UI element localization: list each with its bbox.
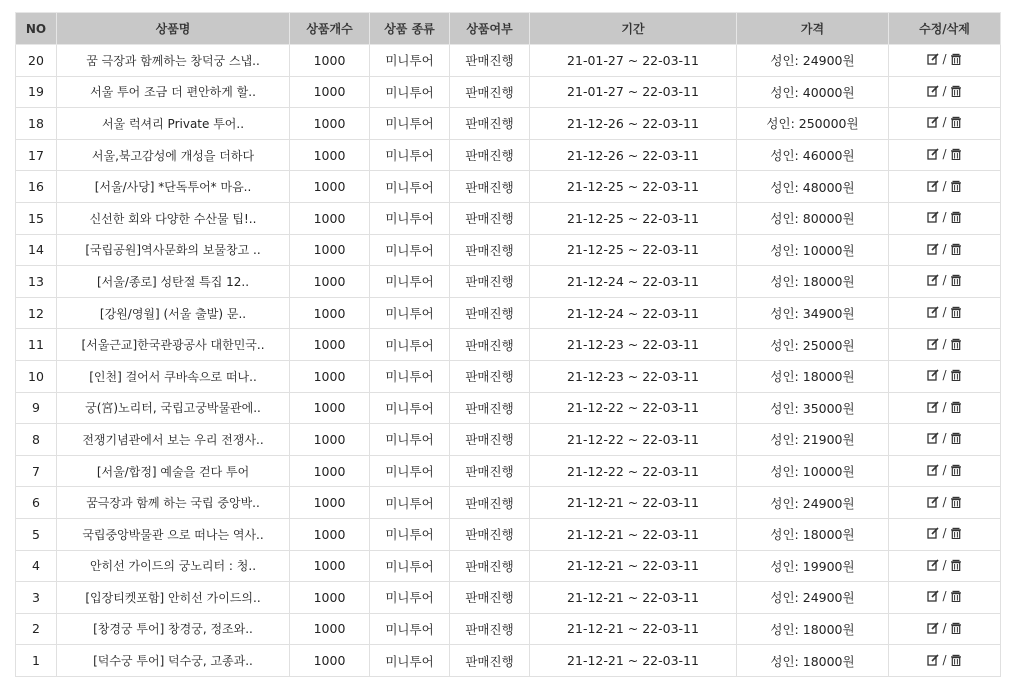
row-period: 21-12-22 ~ 22-03-11 xyxy=(530,455,737,487)
action-separator: / xyxy=(942,83,947,98)
row-actions xyxy=(889,455,1001,487)
row-period: 21-12-22 ~ 22-03-11 xyxy=(530,392,737,424)
row-product-count: 1000 xyxy=(290,645,370,677)
trash-icon[interactable] xyxy=(950,401,962,413)
edit-icon[interactable] xyxy=(927,527,939,539)
row-product-status: 판매진행 xyxy=(450,582,530,614)
action-separator: / xyxy=(942,463,947,478)
table-row xyxy=(16,392,1001,424)
row-actions xyxy=(889,234,1001,266)
row-period: 21-12-21 ~ 22-03-11 xyxy=(530,487,737,519)
trash-icon[interactable] xyxy=(950,496,962,508)
row-product-count: 1000 xyxy=(290,613,370,645)
row-product-status: 판매진행 xyxy=(450,76,530,108)
table-row xyxy=(16,139,1001,171)
table-row xyxy=(16,550,1001,582)
row-product-count: 1000 xyxy=(290,424,370,456)
trash-icon[interactable] xyxy=(950,148,962,160)
row-period: 21-12-23 ~ 22-03-11 xyxy=(530,329,737,361)
table-row xyxy=(16,76,1001,108)
row-product-status: 판매진행 xyxy=(450,234,530,266)
trash-icon[interactable] xyxy=(950,432,962,444)
row-actions xyxy=(889,487,1001,519)
row-product-count: 1000 xyxy=(290,171,370,203)
row-product-type: 미니투어 xyxy=(370,487,450,519)
row-product-count: 1000 xyxy=(290,487,370,519)
edit-icon[interactable] xyxy=(927,274,939,286)
row-period: 21-12-21 ~ 22-03-11 xyxy=(530,518,737,550)
row-product-status: 판매진행 xyxy=(450,645,530,677)
action-separator: / xyxy=(942,399,947,414)
row-no: 1 xyxy=(16,645,57,677)
edit-icon[interactable] xyxy=(927,654,939,666)
action-separator: / xyxy=(942,589,947,604)
row-price: 성인: 35000원 xyxy=(737,392,889,424)
row-price: 성인: 19900원 xyxy=(737,550,889,582)
action-separator: / xyxy=(942,241,947,256)
table-body xyxy=(16,45,1001,677)
row-price: 성인: 18000원 xyxy=(737,266,889,298)
row-no: 11 xyxy=(16,329,57,361)
trash-icon[interactable] xyxy=(950,53,962,65)
row-price: 성인: 34900원 xyxy=(737,297,889,329)
row-product-name[interactable]: 안히선 가이드의 궁노리터 : 청.. xyxy=(57,550,290,582)
row-no: 7 xyxy=(16,455,57,487)
row-period: 21-01-27 ~ 22-03-11 xyxy=(530,76,737,108)
row-product-type: 미니투어 xyxy=(370,45,450,77)
table-row xyxy=(16,234,1001,266)
row-product-type: 미니투어 xyxy=(370,645,450,677)
row-no: 2 xyxy=(16,613,57,645)
row-no: 9 xyxy=(16,392,57,424)
trash-icon[interactable] xyxy=(950,306,962,318)
row-actions xyxy=(889,266,1001,298)
action-separator: / xyxy=(942,494,947,509)
trash-icon[interactable] xyxy=(950,590,962,602)
row-actions xyxy=(889,518,1001,550)
row-product-count: 1000 xyxy=(290,582,370,614)
row-no: 15 xyxy=(16,202,57,234)
action-separator: / xyxy=(942,147,947,162)
table-row xyxy=(16,266,1001,298)
action-separator: / xyxy=(942,210,947,225)
edit-icon[interactable] xyxy=(927,211,939,223)
table-row xyxy=(16,297,1001,329)
row-product-status: 판매진행 xyxy=(450,108,530,140)
row-product-count: 1000 xyxy=(290,76,370,108)
row-no: 3 xyxy=(16,582,57,614)
row-product-name[interactable]: [인천] 걸어서 쿠바속으로 떠나.. xyxy=(57,360,290,392)
row-actions xyxy=(889,613,1001,645)
row-product-count: 1000 xyxy=(290,518,370,550)
row-product-name[interactable]: [서울/합정] 예술을 걷다 투어 xyxy=(57,455,290,487)
action-separator: / xyxy=(942,557,947,572)
trash-icon[interactable] xyxy=(950,116,962,128)
table-row xyxy=(16,202,1001,234)
column-header-edit-delete: 수정/삭제 xyxy=(889,13,1001,45)
edit-icon[interactable] xyxy=(927,180,939,192)
trash-icon[interactable] xyxy=(950,654,962,666)
row-product-status: 판매진행 xyxy=(450,424,530,456)
row-product-type: 미니투어 xyxy=(370,139,450,171)
row-product-name[interactable]: 국립중앙박물관 으로 떠나는 역사.. xyxy=(57,518,290,550)
trash-icon[interactable] xyxy=(950,559,962,571)
row-period: 21-12-26 ~ 22-03-11 xyxy=(530,108,737,140)
action-separator: / xyxy=(942,336,947,351)
trash-icon[interactable] xyxy=(950,622,962,634)
row-period: 21-12-21 ~ 22-03-11 xyxy=(530,582,737,614)
row-no: 5 xyxy=(16,518,57,550)
row-product-name[interactable]: [창경궁 투어] 창경궁, 정조와.. xyxy=(57,613,290,645)
row-product-status: 판매진행 xyxy=(450,518,530,550)
table-row xyxy=(16,487,1001,519)
column-header-no: NO xyxy=(16,13,57,45)
row-period: 21-12-21 ~ 22-03-11 xyxy=(530,550,737,582)
product-table-container xyxy=(15,12,1000,677)
edit-icon[interactable] xyxy=(927,432,939,444)
row-product-type: 미니투어 xyxy=(370,582,450,614)
row-product-count: 1000 xyxy=(290,266,370,298)
row-price: 성인: 24900원 xyxy=(737,45,889,77)
row-actions xyxy=(889,329,1001,361)
row-no: 10 xyxy=(16,360,57,392)
row-no: 4 xyxy=(16,550,57,582)
trash-icon[interactable] xyxy=(950,211,962,223)
row-product-name[interactable]: 꿈 극장과 함께하는 창덕궁 스냅.. xyxy=(57,45,290,77)
row-period: 21-12-24 ~ 22-03-11 xyxy=(530,297,737,329)
table-row xyxy=(16,613,1001,645)
row-period: 21-12-22 ~ 22-03-11 xyxy=(530,424,737,456)
product-table xyxy=(15,12,1001,677)
row-product-status: 판매진행 xyxy=(450,487,530,519)
row-product-type: 미니투어 xyxy=(370,329,450,361)
column-header-product-type: 상품 종류 xyxy=(370,13,450,45)
action-separator: / xyxy=(942,526,947,541)
row-period: 21-12-25 ~ 22-03-11 xyxy=(530,202,737,234)
row-actions xyxy=(889,424,1001,456)
row-price: 성인: 24900원 xyxy=(737,582,889,614)
row-product-name[interactable]: [국립공원]역사문화의 보물창고 .. xyxy=(57,234,290,266)
row-period: 21-12-24 ~ 22-03-11 xyxy=(530,266,737,298)
row-product-count: 1000 xyxy=(290,392,370,424)
row-period: 21-12-26 ~ 22-03-11 xyxy=(530,139,737,171)
row-actions xyxy=(889,392,1001,424)
row-price: 성인: 18000원 xyxy=(737,518,889,550)
row-product-type: 미니투어 xyxy=(370,455,450,487)
row-actions xyxy=(889,108,1001,140)
row-product-name[interactable]: 서울,북고감성에 개성을 더하다 xyxy=(57,139,290,171)
row-no: 16 xyxy=(16,171,57,203)
row-period: 21-12-25 ~ 22-03-11 xyxy=(530,171,737,203)
row-product-status: 판매진행 xyxy=(450,360,530,392)
action-separator: / xyxy=(942,620,947,635)
row-no: 12 xyxy=(16,297,57,329)
row-product-name[interactable]: 서울 투어 조금 더 편안하게 할.. xyxy=(57,76,290,108)
column-header-product-count: 상품개수 xyxy=(290,13,370,45)
table-row xyxy=(16,108,1001,140)
row-no: 6 xyxy=(16,487,57,519)
trash-icon[interactable] xyxy=(950,464,962,476)
action-separator: / xyxy=(942,305,947,320)
row-period: 21-12-25 ~ 22-03-11 xyxy=(530,234,737,266)
row-product-count: 1000 xyxy=(290,455,370,487)
row-actions xyxy=(889,645,1001,677)
row-product-name[interactable]: 꿈극장과 함께 하는 국립 중앙박.. xyxy=(57,487,290,519)
action-separator: / xyxy=(942,115,947,130)
table-row xyxy=(16,45,1001,77)
row-no: 20 xyxy=(16,45,57,77)
row-product-type: 미니투어 xyxy=(370,518,450,550)
row-product-count: 1000 xyxy=(290,108,370,140)
edit-icon[interactable] xyxy=(927,559,939,571)
row-price: 성인: 24900원 xyxy=(737,487,889,519)
table-row xyxy=(16,582,1001,614)
row-actions xyxy=(889,582,1001,614)
column-header-product-name: 상품명 xyxy=(57,13,290,45)
row-product-type: 미니투어 xyxy=(370,202,450,234)
row-product-status: 판매진행 xyxy=(450,139,530,171)
row-product-status: 판매진행 xyxy=(450,171,530,203)
row-product-status: 판매진행 xyxy=(450,329,530,361)
trash-icon[interactable] xyxy=(950,274,962,286)
table-header-row xyxy=(16,13,1001,45)
edit-icon[interactable] xyxy=(927,148,939,160)
row-product-name[interactable]: 전쟁기념관에서 보는 우리 전쟁사.. xyxy=(57,424,290,456)
row-price: 성인: 40000원 xyxy=(737,76,889,108)
row-price: 성인: 10000원 xyxy=(737,234,889,266)
row-product-count: 1000 xyxy=(290,550,370,582)
row-product-type: 미니투어 xyxy=(370,108,450,140)
edit-icon[interactable] xyxy=(927,496,939,508)
table-row xyxy=(16,455,1001,487)
row-actions xyxy=(889,171,1001,203)
row-product-count: 1000 xyxy=(290,360,370,392)
row-product-name[interactable]: 서울 럭셔리 Private 투어.. xyxy=(57,108,290,140)
row-product-count: 1000 xyxy=(290,297,370,329)
row-product-type: 미니투어 xyxy=(370,550,450,582)
row-period: 21-12-21 ~ 22-03-11 xyxy=(530,613,737,645)
action-separator: / xyxy=(942,652,947,667)
row-product-name[interactable]: [서울/종로] 성탄절 특집 12.. xyxy=(57,266,290,298)
row-product-type: 미니투어 xyxy=(370,171,450,203)
row-actions xyxy=(889,45,1001,77)
row-product-count: 1000 xyxy=(290,139,370,171)
row-actions xyxy=(889,139,1001,171)
row-price: 성인: 21900원 xyxy=(737,424,889,456)
row-actions xyxy=(889,550,1001,582)
row-price: 성인: 48000원 xyxy=(737,171,889,203)
row-price: 성인: 18000원 xyxy=(737,645,889,677)
row-product-type: 미니투어 xyxy=(370,76,450,108)
edit-icon[interactable] xyxy=(927,622,939,634)
row-product-type: 미니투어 xyxy=(370,266,450,298)
row-product-type: 미니투어 xyxy=(370,392,450,424)
row-price: 성인: 18000원 xyxy=(737,360,889,392)
row-no: 8 xyxy=(16,424,57,456)
table-row xyxy=(16,171,1001,203)
row-product-type: 미니투어 xyxy=(370,360,450,392)
table-row xyxy=(16,329,1001,361)
trash-icon[interactable] xyxy=(950,85,962,97)
row-product-name[interactable]: [강원/영월] (서울 출발) 문.. xyxy=(57,297,290,329)
row-price: 성인: 80000원 xyxy=(737,202,889,234)
row-actions xyxy=(889,76,1001,108)
action-separator: / xyxy=(942,368,947,383)
row-product-name[interactable]: [덕수궁 투어] 덕수궁, 고종과.. xyxy=(57,645,290,677)
row-product-status: 판매진행 xyxy=(450,297,530,329)
column-header-product-status: 상품여부 xyxy=(450,13,530,45)
row-actions xyxy=(889,360,1001,392)
edit-icon[interactable] xyxy=(927,590,939,602)
edit-icon[interactable] xyxy=(927,369,939,381)
row-product-status: 판매진행 xyxy=(450,613,530,645)
trash-icon[interactable] xyxy=(950,338,962,350)
column-header-price: 가격 xyxy=(737,13,889,45)
action-separator: / xyxy=(942,273,947,288)
row-price: 성인: 46000원 xyxy=(737,139,889,171)
row-actions xyxy=(889,297,1001,329)
column-header-period: 기간 xyxy=(530,13,737,45)
action-separator: / xyxy=(942,431,947,446)
row-product-status: 판매진행 xyxy=(450,202,530,234)
trash-icon[interactable] xyxy=(950,527,962,539)
row-product-status: 판매진행 xyxy=(450,550,530,582)
row-product-count: 1000 xyxy=(290,234,370,266)
row-price: 성인: 10000원 xyxy=(737,455,889,487)
trash-icon[interactable] xyxy=(950,243,962,255)
table-row xyxy=(16,518,1001,550)
edit-icon[interactable] xyxy=(927,401,939,413)
row-no: 13 xyxy=(16,266,57,298)
edit-icon[interactable] xyxy=(927,53,939,65)
edit-icon[interactable] xyxy=(927,243,939,255)
action-separator: / xyxy=(942,178,947,193)
row-product-status: 판매진행 xyxy=(450,392,530,424)
row-price: 성인: 25000원 xyxy=(737,329,889,361)
trash-icon[interactable] xyxy=(950,369,962,381)
row-product-type: 미니투어 xyxy=(370,234,450,266)
row-product-name[interactable]: [서울/사당] *단독투어* 마음.. xyxy=(57,171,290,203)
row-product-name[interactable]: 궁(宮)노리터, 국립고궁박물관에.. xyxy=(57,392,290,424)
row-product-status: 판매진행 xyxy=(450,45,530,77)
row-product-status: 판매진행 xyxy=(450,266,530,298)
row-no: 14 xyxy=(16,234,57,266)
table-row xyxy=(16,424,1001,456)
edit-icon[interactable] xyxy=(927,85,939,97)
row-product-name[interactable]: 신선한 회와 다양한 수산물 팁!.. xyxy=(57,202,290,234)
row-period: 21-12-23 ~ 22-03-11 xyxy=(530,360,737,392)
table-row xyxy=(16,360,1001,392)
row-no: 19 xyxy=(16,76,57,108)
row-product-count: 1000 xyxy=(290,329,370,361)
edit-icon[interactable] xyxy=(927,306,939,318)
action-separator: / xyxy=(942,52,947,67)
row-price: 성인: 250000원 xyxy=(737,108,889,140)
row-product-count: 1000 xyxy=(290,202,370,234)
edit-icon[interactable] xyxy=(927,464,939,476)
row-product-type: 미니투어 xyxy=(370,424,450,456)
row-actions xyxy=(889,202,1001,234)
row-product-name[interactable]: [서울근교]한국관광공사 대한민국.. xyxy=(57,329,290,361)
row-period: 21-12-21 ~ 22-03-11 xyxy=(530,645,737,677)
edit-icon[interactable] xyxy=(927,338,939,350)
row-product-status: 판매진행 xyxy=(450,455,530,487)
table-row xyxy=(16,645,1001,677)
row-product-type: 미니투어 xyxy=(370,613,450,645)
trash-icon[interactable] xyxy=(950,180,962,192)
row-no: 17 xyxy=(16,139,57,171)
row-period: 21-01-27 ~ 22-03-11 xyxy=(530,45,737,77)
row-price: 성인: 18000원 xyxy=(737,613,889,645)
edit-icon[interactable] xyxy=(927,116,939,128)
row-no: 18 xyxy=(16,108,57,140)
row-product-name[interactable]: [입장티켓포함] 안히선 가이드의.. xyxy=(57,582,290,614)
row-product-count: 1000 xyxy=(290,45,370,77)
row-product-type: 미니투어 xyxy=(370,297,450,329)
